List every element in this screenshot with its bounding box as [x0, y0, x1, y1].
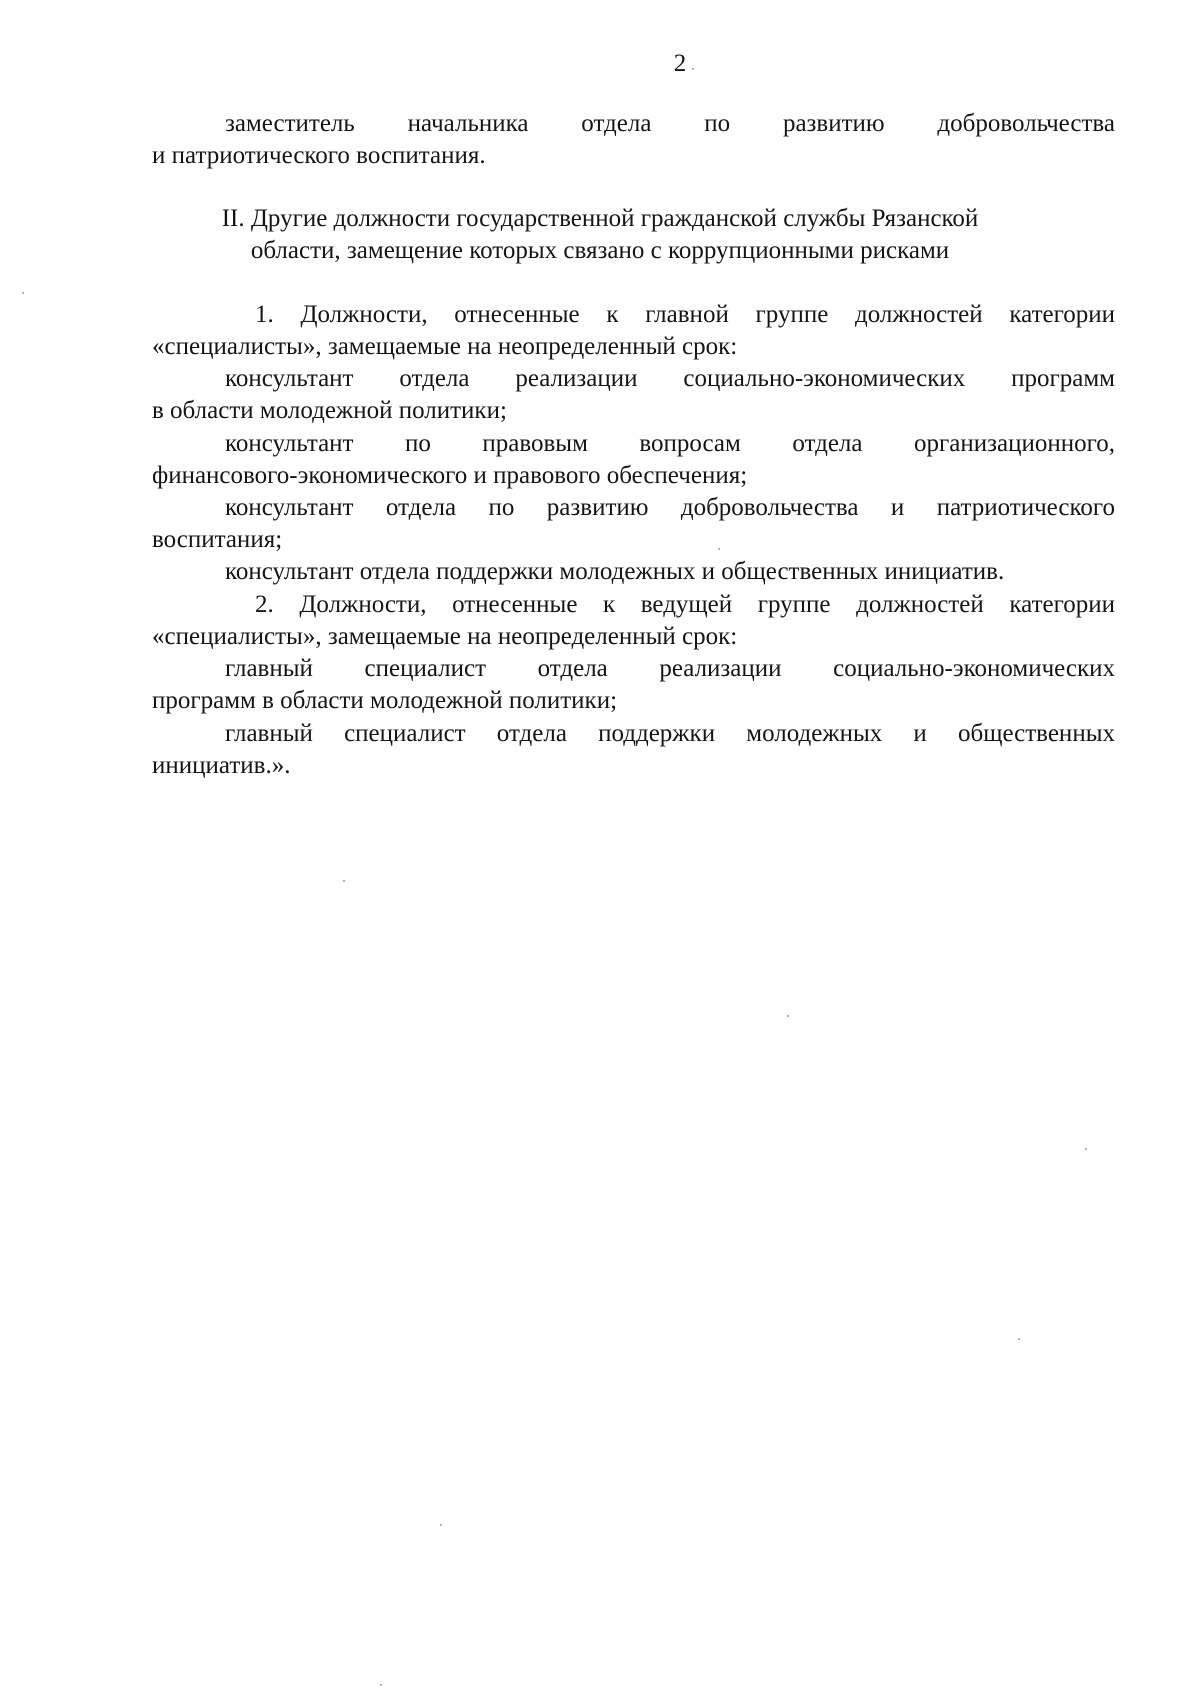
intro-line-1: заместитель начальника отдела по развитию добровольчества: [225, 110, 1115, 137]
scan-speck: [343, 880, 345, 882]
paragraph-5-line-1: консультант отдела поддержки молодежных и общественных инициатив.: [225, 558, 1005, 585]
paragraph-2-line-1: консультант отдела реализации социально-экономических программ: [225, 365, 1115, 392]
paragraph-1-line-1: 1. Должности, отнесенные к главной группе должностей категории: [255, 301, 1115, 328]
paragraph-4-line-2: воспитания;: [152, 526, 283, 553]
scan-speck: [787, 1015, 789, 1017]
paragraph-1-line-2: «специалисты», замещаемые на неопределенный срок:: [152, 333, 738, 360]
intro-line-2: и патриотического воспитания.: [152, 142, 486, 169]
scan-speck: [1018, 1338, 1020, 1340]
paragraph-6-line-1: 2. Должности, отнесенные к ведущей группе должностей категории: [255, 591, 1115, 618]
section-title-line-2: области, замещение которых связано с коррупционными рисками: [250, 237, 950, 264]
paragraph-3-line-2: финансового-экономического и правового обеспечения;: [152, 462, 748, 489]
paragraph-8-line-2: инициатив.».: [152, 752, 291, 779]
page-number: 2: [673, 50, 687, 77]
paragraph-7-line-2: программ в области молодежной политики;: [152, 687, 618, 714]
section-title-line-1: II. Другие должности государственной гражданской службы Рязанской: [221, 205, 979, 232]
paragraph-4-line-1: консультант отдела по развитию добровольчества и патриотического: [225, 494, 1115, 521]
scan-speck: [380, 1684, 382, 1686]
paragraph-8-line-1: главный специалист отдела поддержки молодежных и общественных: [225, 720, 1115, 747]
paragraph-7-line-1: главный специалист отдела реализации социально-экономических: [225, 655, 1115, 682]
paragraph-2-line-2: в области молодежной политики;: [152, 397, 507, 424]
scan-speck: [692, 68, 694, 70]
scan-speck: [1085, 1148, 1087, 1150]
scan-speck: [718, 548, 720, 550]
scan-speck: [22, 292, 24, 294]
scan-speck: [440, 1524, 442, 1526]
paragraph-3-line-1: консультант по правовым вопросам отдела организационного,: [225, 430, 1115, 457]
paragraph-6-line-2: «специалисты», замещаемые на неопределенный срок:: [152, 623, 738, 650]
